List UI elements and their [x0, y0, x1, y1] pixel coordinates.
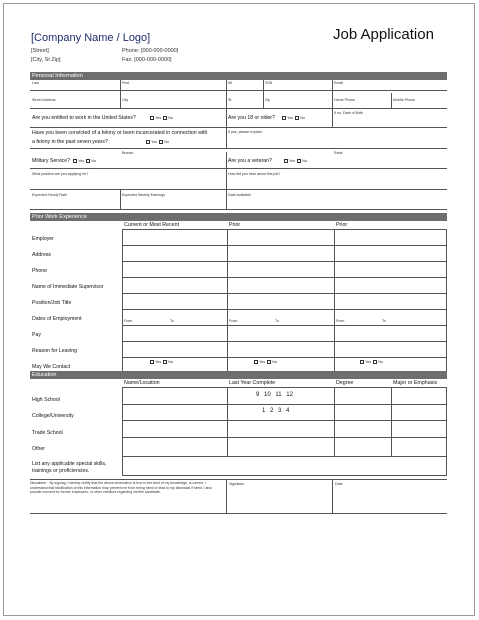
question-veteran: Are you a veteran?: [228, 158, 272, 164]
question-felony-line2: a felony in the past seven years?: [32, 139, 108, 145]
column-name-location: Name/Location: [124, 380, 160, 386]
street-address-field[interactable]: Street Address: [32, 98, 56, 102]
disclaimer-text: Disclaimer - By signing, I hereby certify that the above information is true to the best of my knowledge, is correct. I understand that falsification of this information may prevent me from being hired or lead to my dismissal if hired. I also provide consent for former employers, or other creditors regarding me/the candidate.: [30, 481, 212, 494]
yes-checkbox[interactable]: [282, 116, 286, 120]
contact-yes-no-prior1[interactable]: Yes No: [252, 359, 277, 365]
over-18-yes-no[interactable]: Yes No: [280, 115, 305, 121]
divider: [30, 108, 447, 109]
to-label: To: [170, 319, 174, 323]
contact-yes-no-prior2[interactable]: Yes No: [358, 359, 383, 365]
zip-field[interactable]: Zip: [265, 98, 270, 102]
row-employer: Employer: [32, 236, 54, 242]
divider: [30, 209, 447, 210]
skills-label-line2: trainings or proficiencies.: [32, 468, 90, 474]
yes-checkbox[interactable]: [360, 360, 364, 364]
no-checkbox[interactable]: [163, 360, 167, 364]
date-of-birth-field[interactable]: If no, Date of Birth: [334, 111, 363, 115]
no-checkbox[interactable]: [86, 159, 90, 163]
no-checkbox[interactable]: [267, 360, 271, 364]
no-checkbox[interactable]: [297, 159, 301, 163]
divider: [30, 189, 447, 190]
military-yes-no[interactable]: Yes No: [71, 158, 96, 164]
yes-checkbox[interactable]: [150, 116, 154, 120]
yes-checkbox[interactable]: [284, 159, 288, 163]
row-phone: Phone: [32, 268, 48, 274]
column-last-year-complete: Last Year Complete: [229, 380, 276, 386]
no-checkbox[interactable]: [295, 116, 299, 120]
question-entitled-to-work: Are you entitled to work in the United States?: [32, 115, 136, 121]
row-may-we-contact: May We Contact: [32, 364, 71, 370]
expected-hourly-rate-field[interactable]: Expected Hourly Rate: [32, 193, 67, 197]
phone: Phone: [000-000-0000]: [122, 48, 179, 54]
from-label: From: [336, 319, 345, 323]
state-field[interactable]: St: [228, 98, 232, 102]
question-18-or-older: Are you 18 or older?: [228, 115, 276, 121]
signature-field[interactable]: Signature: [229, 482, 245, 486]
no-checkbox[interactable]: [159, 140, 163, 144]
street: [Street]: [31, 48, 49, 54]
to-label: To: [275, 319, 279, 323]
to-label: To: [382, 319, 386, 323]
city-field[interactable]: City: [122, 98, 129, 102]
row-other: Other: [32, 446, 45, 452]
yes-checkbox[interactable]: [254, 360, 258, 364]
felony-explanation-field[interactable]: If yes, please explain:: [228, 130, 263, 134]
column-current-employer: Current or Most Recent: [124, 222, 180, 228]
section-personal-information: Personal Information: [30, 72, 447, 80]
row-immediate-supervisor: Name of Immediate Supervisor: [32, 284, 104, 290]
work-history-grid: [122, 229, 447, 372]
first-name-field[interactable]: First: [122, 81, 129, 85]
row-pay: Pay: [32, 332, 41, 338]
date-available-field[interactable]: Date Available: [228, 193, 251, 197]
branch-field[interactable]: Branch: [122, 151, 134, 155]
no-checkbox[interactable]: [373, 360, 377, 364]
high-school-year-options[interactable]: 9 10 11 12: [256, 392, 293, 398]
divider: [30, 127, 447, 128]
company-name: [Company Name / Logo]: [31, 32, 151, 44]
expected-weekly-earnings-field[interactable]: Expected Weekly Earnings: [122, 193, 165, 197]
city-state-zip: [City, St Zip]: [31, 57, 61, 63]
entitled-yes-no[interactable]: Yes No: [148, 115, 173, 121]
rank-field[interactable]: Rank: [334, 151, 343, 155]
question-military-service: Military Service?: [32, 158, 71, 164]
contact-yes-no-current[interactable]: Yes No: [148, 359, 173, 365]
row-high-school: High School: [32, 397, 60, 403]
middle-initial-field[interactable]: MI: [228, 81, 232, 85]
column-degree: Degree: [336, 380, 354, 386]
row-dates-of-employment: Dates of Employment: [32, 316, 82, 322]
column-prior-employer-1: Prior: [229, 222, 241, 228]
last-name-field[interactable]: Last: [32, 81, 39, 85]
divider: [30, 90, 447, 91]
section-prior-work-experience: Prior Work Experience: [30, 213, 447, 221]
education-grid: [122, 387, 447, 476]
yes-checkbox[interactable]: [146, 140, 150, 144]
date-field[interactable]: Date: [335, 482, 343, 486]
skills-label-line1: List any applicable special skills,: [32, 461, 107, 467]
ssn-field[interactable]: SSN: [265, 81, 273, 85]
from-label: From: [229, 319, 238, 323]
fax: Fax: [000-000-0000]: [122, 57, 172, 63]
how-did-you-hear-field[interactable]: How did you hear about this job?: [228, 172, 281, 176]
row-reason-for-leaving: Reason for Leaving: [32, 348, 77, 354]
row-college-university: College/University: [32, 413, 74, 419]
section-education: Education: [30, 371, 447, 379]
email-field[interactable]: Email: [334, 81, 343, 85]
no-checkbox[interactable]: [163, 116, 167, 120]
position-applying-field[interactable]: What position are you applying for?: [32, 172, 89, 176]
mobile-phone-field[interactable]: Mobile Phone: [393, 98, 415, 102]
from-label: From: [124, 319, 133, 323]
yes-checkbox[interactable]: [73, 159, 77, 163]
row-trade-school: Trade School: [32, 430, 63, 436]
yes-checkbox[interactable]: [150, 360, 154, 364]
divider: [30, 168, 447, 169]
page-title: Job Application: [333, 26, 434, 43]
question-felony-line1: Have you been convicted of a felony or been incarcerated in connection with: [32, 130, 208, 136]
home-phone-field[interactable]: Home Phone: [334, 98, 355, 102]
row-address: Address: [32, 252, 52, 258]
college-year-options[interactable]: 1 2 3 4: [262, 408, 290, 414]
row-position-title: Position/Job Title: [32, 300, 72, 306]
felony-yes-no[interactable]: Yes No: [144, 139, 169, 145]
column-prior-employer-2: Prior: [336, 222, 348, 228]
divider: [30, 148, 447, 149]
veteran-yes-no[interactable]: Yes No: [282, 158, 307, 164]
column-major: Major or Emphasis: [393, 380, 438, 386]
